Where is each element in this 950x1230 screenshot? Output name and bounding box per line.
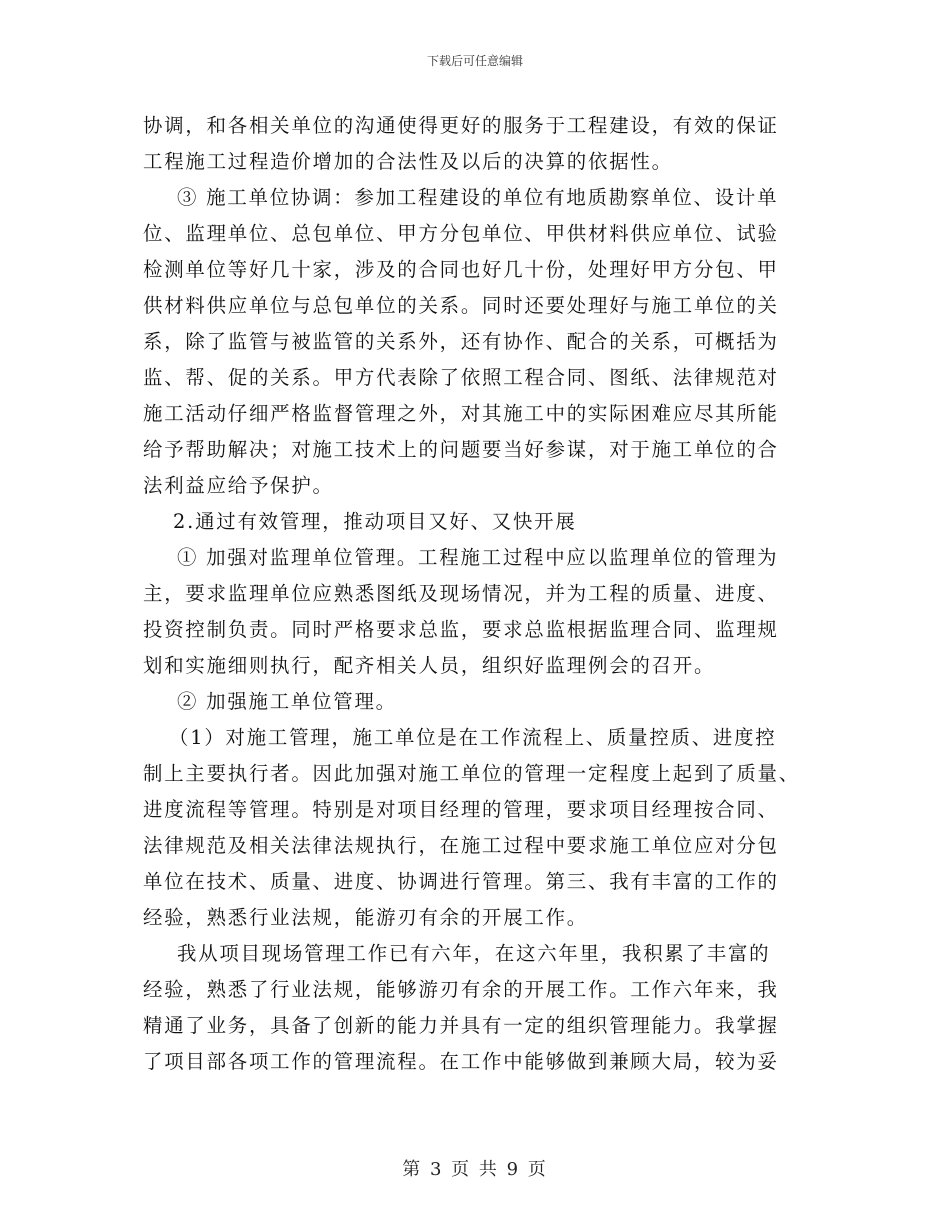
- document-body: [143, 108, 813, 1080]
- paragraph-line: 经验，熟悉了行业法规，能够游刃有余的开展工作。工作六年来，我: [143, 978, 779, 1001]
- paragraph-line: 了项目部各项工作的管理流程。在工作中能够做到兼顾大局，较为妥: [143, 1050, 779, 1073]
- paragraph-line: 我从项目现场管理工作已有六年，在这六年里，我积累了丰富的: [177, 942, 771, 965]
- paragraph-line: 监、帮、促的关系。甲方代表除了依照工程合同、图纸、法律规范对: [143, 366, 779, 389]
- paragraph-line: 投资控制负责。同时严格要求总监，要求总监根据监理合同、监理规: [143, 618, 779, 641]
- paragraph-line: 划和实施细则执行，配齐相关人员，组织好监理例会的召开。: [143, 654, 716, 677]
- paragraph-line: 系，除了监管与被监管的关系外，还有协作、配合的关系，可概括为: [143, 330, 779, 353]
- paragraph-line: 经验，熟悉行业法规，能游刃有余的开展工作。: [143, 906, 589, 929]
- paragraph-line: 施工活动仔细严格监督管理之外，对其施工中的实际困难应尽其所能: [143, 402, 779, 425]
- page-number-footer: 第 3 页 共 9 页: [402, 1159, 548, 1180]
- paragraph-line: 法利益应给予保护。: [143, 474, 334, 497]
- paragraph-line: 协调，和各相关单位的沟通使得更好的服务于工程建设，有效的保证: [143, 114, 779, 137]
- paragraph-line: ③ 施工单位协调：参加工程建设的单位有地质勘察单位、设计单: [177, 186, 779, 209]
- paragraph-line: 供材料供应单位与总包单位的关系。同时还要处理好与施工单位的关: [143, 294, 779, 317]
- paragraph-line: 进度流程等管理。特别是对项目经理的管理，要求项目经理按合同、: [143, 798, 779, 821]
- paragraph-line: 法律规范及相关法律法规执行，在施工过程中要求施工单位应对分包: [143, 834, 779, 857]
- paragraph-line: 给予帮助解决；对施工技术上的问题要当好参谋，对于施工单位的合: [143, 438, 779, 461]
- paragraph-line: 工程施工过程造价增加的合法性及以后的决算的依据性。: [143, 150, 673, 173]
- paragraph-line: ① 加强对监理单位管理。工程施工过程中应以监理单位的管理为: [177, 546, 779, 569]
- section-heading: 2.通过有效管理，推动项目又好、又快开展: [173, 510, 577, 533]
- paragraph-line: 检测单位等好几十家，涉及的合同也好几十份，处理好甲方分包、甲: [143, 258, 779, 281]
- paragraph-line: 主，要求监理单位应熟悉图纸及现场情况，并为工程的质量、进度、: [143, 582, 779, 605]
- paragraph-line: （1）对施工管理，施工单位是在工作流程上、质量控质、进度控: [169, 726, 777, 749]
- paragraph-line: 精通了业务，具备了创新的能力并具有一定的组织管理能力。我掌握: [143, 1014, 779, 1037]
- paragraph-line: ② 加强施工单位管理。: [177, 690, 397, 713]
- paragraph-line: 制上主要执行者。因此加强对施工单位的管理一定程度上起到了质量、: [143, 762, 800, 785]
- page-header: 下载后可任意编辑: [426, 54, 523, 68]
- paragraph-line: 位、监理单位、总包单位、甲方分包单位、甲供材料供应单位、试验: [143, 222, 779, 245]
- paragraph-line: 单位在技术、质量、进度、协调进行管理。第三、我有丰富的工作的: [143, 870, 779, 893]
